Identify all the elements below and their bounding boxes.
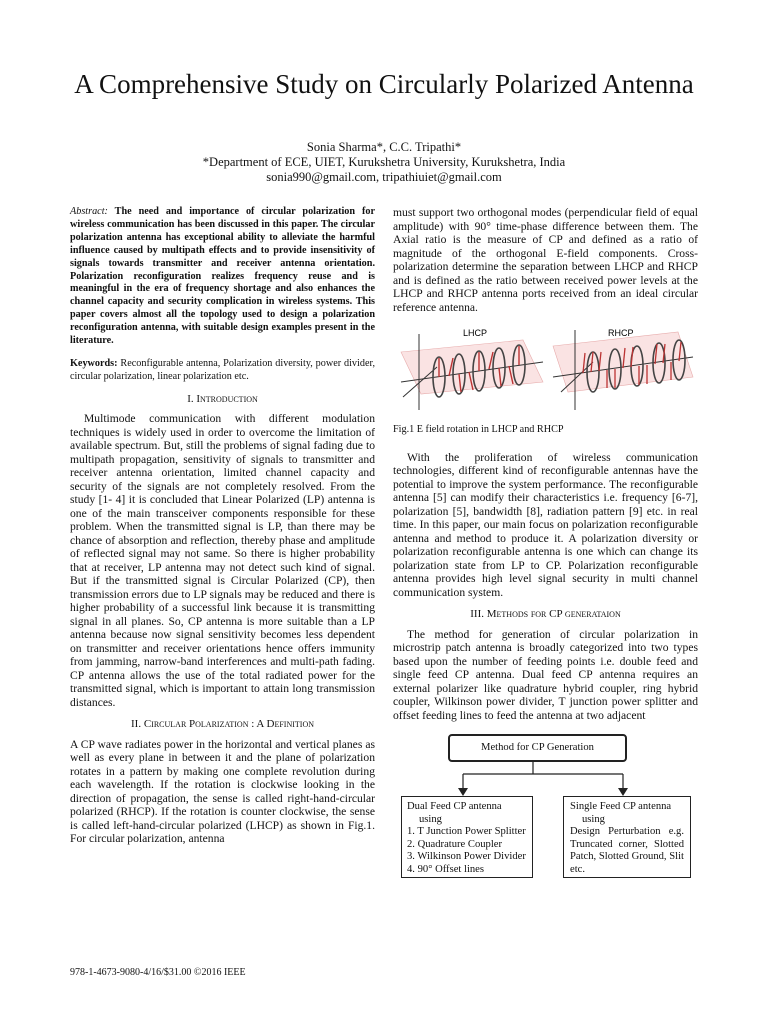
figure-1-caption: Fig.1 E field rotation in LHCP and RHCP	[393, 424, 564, 435]
flow-single-title: Single Feed CP antenna	[570, 801, 672, 812]
flow-single-body: Design Perturbation e.g. Truncated corner, Slotted Patch, Slotted Ground, Slit etc.	[570, 826, 684, 875]
section-1-text: Multimode communication with different modulation techniques is widely used in order to overcome the limitation of available spectrum. But, still the problems of signal fading due to multipath propagation, sensitivity of signals to transmitter and receiver antenna orientation, limited channel capacity and security of the signals are not completely resolved. From the study [1- 4] it is concluded that Linear Polarized (LP) antenna is one of the main transceiver components responsible for these problem. When the transmitted signal is LP, than there may be chance of absorption and reflection, thereby phase and amplitude of reflected signal may not same. So there is higher probability that at receiver, LP antenna may not detect such kind of signal. But if the transmitted signal is Circular Polarized (CP), then transmission errors due to LP signals may be reduced and there is higher probability of a successful link because it is transmitting signal in all planes. So, CP antenna is more suitable than a LP antenna because now signal sensitivity becomes less dependent on transmitter and receiver orientations hence offers immunity from jamming, narrow-band interferences and multi-path fading. CP antenna allows the use of the total radiated power for the transmitted signal, which is important to attain long transmission distances.	[70, 412, 375, 709]
keywords	[70, 358, 375, 384]
flow-dual-item: 1. T Junction Power Splitter	[407, 826, 526, 837]
abstract-label: Abstract:	[70, 206, 108, 217]
rhcp-label: RHCP	[608, 328, 634, 338]
rhcp-diagram	[553, 328, 693, 410]
left-column	[70, 206, 375, 846]
author-block	[0, 140, 768, 185]
keywords-text: Reconfigurable antenna, Polarization diversity, power divider, circular polarization, linear polarization etc.	[70, 357, 375, 382]
abstract-text: The need and importance of circular polarization for wireless communication has been discussed in this paper. The circular polarization antenna has exceptional ability to alleviate the harmful influence caused by multipath effects and to provide insensitivity of signals towards transmitter and receiver antenna orientation. Polarization reconfiguration realizes frequency reuse and is meaningful in the era of frequency shortage and also enhances the channel capacity and security complication in wireless systems. This paper covers almost all the topology used to design a polarization reconfiguration antenna, with suitable design examples present in the literature.	[70, 206, 375, 347]
flow-dual-item: 4. 90° Offset lines	[407, 863, 485, 875]
flow-top-label: Method for CP Generation	[481, 742, 594, 753]
author-names: Sonia Sharma*, C.C. Tripathi*	[306, 140, 462, 154]
cp-generation-flowchart	[393, 730, 698, 890]
lhcp-diagram	[401, 328, 543, 410]
figure-1	[393, 322, 698, 415]
section-2-heading: II. Circular Polarization : A Definition	[131, 718, 314, 731]
polarization-figure	[393, 322, 698, 415]
flow-single-using: using	[582, 813, 605, 825]
lhcp-label: LHCP	[463, 328, 488, 338]
flow-dual-feed-box	[401, 796, 533, 878]
flow-top-box	[448, 734, 627, 762]
abstract	[70, 206, 375, 348]
right-paragraph-1: must support two orthogonal modes (perpendicular field of equal amplitude) with 90° time-phase difference between them. The Axial ratio is the measure of CP and defined as a ratio of magnitude of the orthogonal E-field components. Cross-polarization determine the separation between LHCP and RHCP and is defined as the ratio between received power levels at the LHCP and RHCP antenna ports received from an ideal circular reference antenna.	[393, 206, 698, 314]
right-paragraph-2: With the proliferation of wireless communication technologies, different kind of reconfigurable antennas have the potential to improve the system performance. The reconfigurable antenna [5] can modify their characteristics i.e. frequency [6-7], polarization [5], bandwidth [8], radiation pattern [9] etc. in real time. In this paper, our main focus on polarization reconfigurable antenna and method to produce it. A polarization diversity or polarization reconfigurable antenna is one which can change its polarization state from LP to CP. Polarization reconfigurable antenna provides high level signal security in multi channel communication system.	[393, 450, 698, 599]
flow-dual-title: Dual Feed CP antenna	[407, 801, 502, 812]
flow-single-feed-box	[563, 796, 691, 878]
section-1-heading: I. Introduction	[187, 392, 258, 405]
section-3-heading: III. Methods for CP generataion	[470, 608, 621, 620]
author-affiliation: *Department of ECE, UIET, Kurukshetra University, Kurukshetra, India	[202, 155, 566, 169]
right-column	[393, 206, 698, 890]
flow-dual-item: 2. Quadrature Coupler	[407, 838, 503, 850]
page-footer: 978-1-4673-9080-4/16/$31.00 ©2016 IEEE	[70, 967, 246, 978]
flow-dual-using: using	[419, 813, 442, 825]
keywords-label: Keywords:	[70, 357, 118, 369]
paper-title: A Comprehensive Study on Circularly Polarized Antenna	[74, 69, 694, 99]
section-3-text: The method for generation of circular polarization in microstrip patch antenna is broadly categorized into two types based upon the number of feeding points i.e. double feed and single feed CP antenna. Dual feed CP antenna requires an external polarizer like quadrature hybrid coupler, ring hybrid coupler, Wilkinson power divider, T junction power splitter and offset feeding lines to feed the antenna at two adjacent	[393, 627, 698, 722]
author-emails: sonia990@gmail.com, tripathiuiet@gmail.com	[266, 170, 502, 184]
section-2-text: A CP wave radiates power in the horizontal and vertical planes as well as every plane in between it and the plane of polarization rotates in a pattern by making one complete revolution during each wavelength. If the rotation is clockwise looking in the direction of propagation, the sense is called right-hand-circular polarized (RHCP). If the rotation is counter clockwise, the sense is called left-hand-circular polarized (LHCP) as shown in Fig.1. For circular polarization, antenna	[70, 737, 375, 846]
flow-dual-item: 3. Wilkinson Power Divider	[407, 851, 526, 862]
